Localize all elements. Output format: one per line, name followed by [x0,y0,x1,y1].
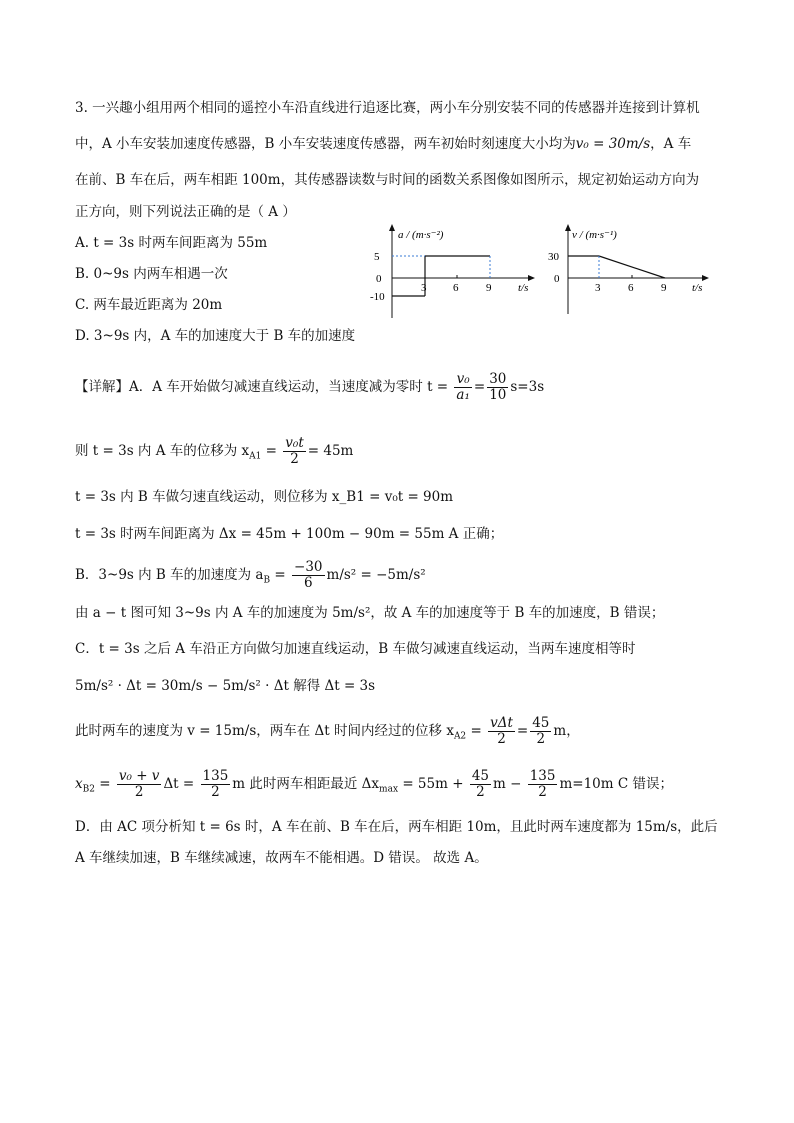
fraction-30-10 [487,372,508,403]
sub-a1: A1 [249,451,262,462]
sub-max: max [379,784,399,795]
initial-velocity: v₀ = 30m/s [575,136,651,152]
frac-num: 45 [532,715,550,731]
solution-line-1 [75,372,544,403]
v-ylabel: v / (m·s⁻¹) [572,229,617,241]
frac-num: −30 [294,559,323,575]
solution-line-10 [75,769,673,800]
acceleration-time-graph [360,222,540,320]
solution-2-eq: = [261,443,277,459]
velocity-time-graph [542,222,722,320]
v-ytick-30: 30 [548,251,559,263]
option-c: C. 两车最近距离为 20m [75,297,223,313]
a-ytick-neg10: -10 [370,291,385,303]
frac-den: 2 [134,784,144,800]
solution-9-eq2: = [516,723,529,739]
solution-5-tail: m/s² = −5m/s² [326,567,426,583]
fraction-v0t-2 [283,436,305,467]
option-b: B. 0~9s 内两车相遇一次 [75,266,228,282]
frac-num: 135 [529,768,556,784]
frac-den: 2 [538,784,547,800]
solution-1-tail: s=3s [510,379,545,395]
solution-2-text: 则 t = 3s 内 A 车的位移为 x [75,443,250,459]
solution-9-tail: m， [553,723,580,739]
frac-den: 10 [489,387,507,403]
a-xtick-9: 9 [486,282,492,294]
a-ytick-0: 0 [376,273,382,285]
frac-num: vΔt [490,715,513,731]
solution-10-x: x [75,776,83,792]
fraction-v0v-2 [117,769,162,800]
solution-line-12: A 车继续加速，B 车继续减速，故两车不能相遇。D 错误。 故选 A。 [75,850,488,866]
sub-a2: A2 [453,731,467,742]
question-line-2-a: 中，A 小车安装加速度传感器，B 小车安装速度传感器，两车初始时刻速度大小均为 [75,136,576,152]
frac-den: 2 [536,731,546,747]
frac-num: v₀t [285,435,304,451]
frac-num: 45 [471,768,489,784]
frac-num: 135 [202,768,229,784]
option-d: D. 3~9s 内，A 车的加速度大于 B 车的加速度 [75,328,356,344]
frac-den: a₁ [456,387,470,403]
solution-line-5 [75,560,426,591]
frac-den: 2 [476,784,485,800]
solution-5-eq: = [270,567,286,583]
solution-line-7: C．t = 3s 之后 A 车沿正方向做匀加速直线运动，B 车做匀减速直线运动，当两车速度相等时 [75,641,636,657]
option-a: A. t = 3s 时两车间距离为 55m [75,235,268,251]
frac-den: 2 [290,451,299,467]
fraction-vdt-2 [488,716,515,747]
fraction-135-2 [201,769,231,800]
question-line-2 [75,134,691,154]
solution-10-mid3: = 55m + [398,776,464,792]
solution-9-text: 此时两车的速度为 v = 15m/s，两车在 Δt 时间内经过的位移 x [75,723,454,739]
question-line-3: 在前、B 车在后，两车相距 100m，其传感器读数与时间的函数关系图像如图所示，规定初始运动方向为 [75,172,700,188]
solution-10-eq: = [94,776,111,792]
solution-line-9 [75,716,580,747]
a-x-arrow [528,275,535,281]
a-ylabel: a / (m·s⁻²) [398,229,444,241]
fraction-neg30-6 [292,560,325,591]
a-y-arrow [389,224,395,231]
solution-10-tail: m=10m C 错误； [559,776,673,792]
solution-10-mid4: m − [493,776,522,792]
v-x-arrow [702,275,709,281]
a-xtick-6: 6 [453,282,459,294]
fraction-45-2 [530,716,551,747]
frac-den: 2 [497,731,506,747]
solution-10-mid2: m 此时两车相距最近 Δx [232,776,380,792]
solution-line-3: t = 3s 内 B 车做匀速直线运动，则位移为 x_B1 = v₀t = 90m [75,489,454,505]
fraction-135-2-b [528,769,558,800]
frac-den: 2 [211,784,220,800]
fraction-45-2-b [470,769,491,800]
a-ytick-5: 5 [374,251,380,263]
solution-line-6: 由 a − t 图可知 3~9s 内 A 车的加速度为 5m/s²，故 A 车的加速度等于 B 车的加速度，B 错误； [75,605,665,621]
v-xtick-9: 9 [661,282,667,294]
solution-line-4: t = 3s 时两车间距离为 Δx = 45m + 100m − 90m = 55m A 正确； [75,526,504,542]
v-ytick-0: 0 [554,273,560,285]
solution-10-mid: Δt = [163,776,195,792]
fraction-v0-a1 [454,372,471,403]
solution-1-eq: = [473,379,486,395]
frac-num: v₀ + v [118,768,160,784]
sub-b: B [263,575,271,586]
question-line-4: 正方向，则下列说法正确的是（ A ） [75,204,296,220]
a-xtick-3: 3 [421,282,427,294]
solution-line-11: D．由 AC 项分析知 t = 6s 时，A 车在前、B 车在后，两车相距 10m，且此时两车速度都为 15m/s，此后 [75,819,718,835]
v-y-arrow [565,224,571,231]
solution-line-2 [75,436,353,467]
solution-5-text: B．3~9s 内 B 车的加速度为 a [75,567,264,583]
v-xlabel: t/s [692,282,703,294]
solution-2-tail: = 45m [307,443,354,459]
frac-num: v₀ [454,372,471,388]
frac-den: 6 [303,575,313,591]
v-xtick-3: 3 [595,282,601,294]
sub-b2: B2 [82,784,95,795]
frac-num: 30 [489,371,507,387]
a-xlabel: t/s [518,282,529,294]
solution-9-eq: = [466,723,482,739]
solution-1-text: 【详解】A．A 车开始做匀减速直线运动，当速度减为零时 t = [75,379,449,395]
v-xtick-6: 6 [628,282,634,294]
question-line-2-c: ，A 车 [650,136,692,152]
question-line-1: 3. 一兴趣小组用两个相同的遥控小车沿直线进行追逐比赛，两小车分别安装不同的传感器并连接到计算机 [75,100,700,116]
solution-line-8: 5m/s² · Δt = 30m/s − 5m/s² · Δt 解得 Δt = 3s [75,678,376,694]
v-decreasing-segment [599,256,665,278]
